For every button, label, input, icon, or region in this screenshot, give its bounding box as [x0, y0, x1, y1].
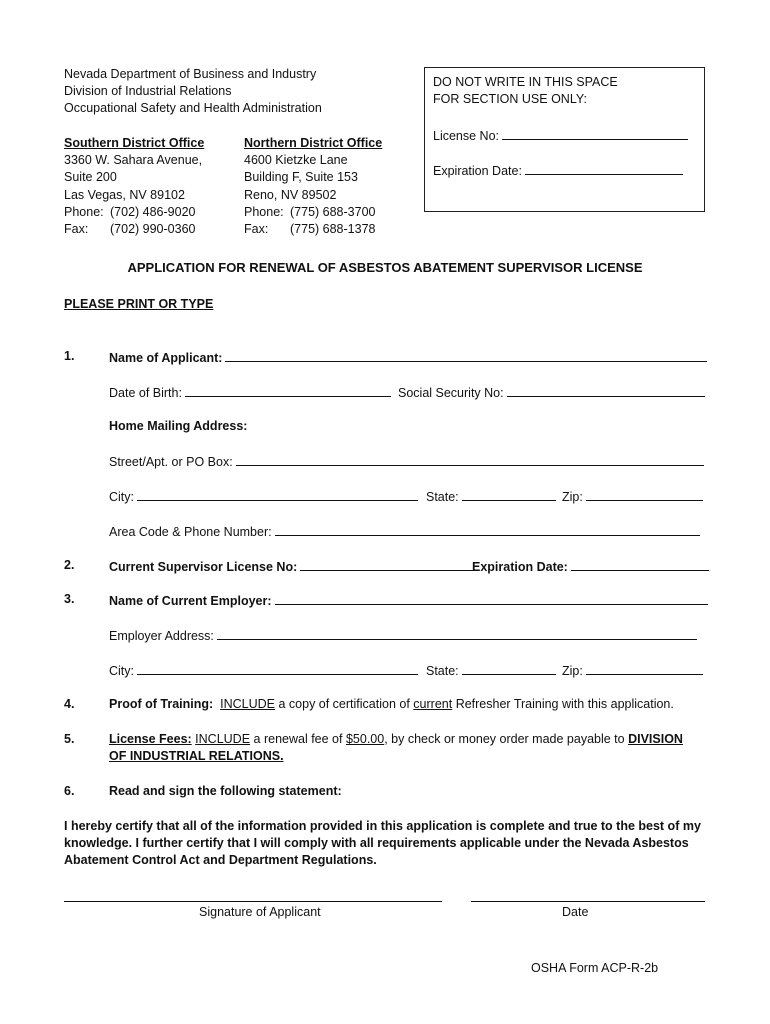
applicant-name-line[interactable] — [225, 349, 707, 362]
proof-of-training-label: Proof of Training: — [109, 697, 214, 711]
state-label: State: — [426, 490, 459, 504]
signature-line[interactable] — [64, 901, 442, 902]
employer-zip-line[interactable] — [586, 662, 703, 675]
street-label: Street/Apt. or PO Box: — [109, 455, 233, 469]
zip-line[interactable] — [586, 488, 703, 501]
fees-include: INCLUDE — [195, 732, 251, 746]
office-use-notice-line2: FOR SECTION USE ONLY: — [433, 92, 587, 106]
northern-office-address2: Building F, Suite 153 — [244, 170, 358, 184]
northern-office-phone: (775) 688-3700 — [290, 205, 376, 219]
home-address-label: Home Mailing Address: — [109, 419, 248, 433]
ssn-field[interactable] — [398, 384, 705, 400]
current-expiration-line[interactable] — [571, 558, 709, 571]
administration-name: Occupational Safety and Health Administration — [64, 101, 322, 115]
city-label: City: — [109, 490, 134, 504]
office-expiration-label: Expiration Date: — [433, 164, 522, 178]
section6-number: 6. — [64, 784, 75, 798]
office-use-notice-line1: DO NOT WRITE IN THIS SPACE — [433, 75, 618, 89]
fees-amount: $50.00 — [345, 732, 385, 746]
dob-field[interactable] — [109, 384, 391, 400]
section1-number: 1. — [64, 349, 75, 363]
fees-payee2: OF INDUSTRIAL RELATIONS. — [109, 749, 284, 763]
dob-line[interactable] — [185, 384, 391, 397]
southern-office-phone-label: Phone: — [64, 205, 104, 219]
current-license-field[interactable] — [109, 558, 478, 574]
certification-line3: Abatement Control Act and Department Regulations. — [64, 853, 377, 867]
proof-text2: Refresher Training with this application. — [455, 697, 674, 711]
proof-include: INCLUDE — [220, 697, 275, 711]
form-number: OSHA Form ACP-R-2b — [531, 961, 659, 975]
proof-of-training-text — [109, 697, 674, 711]
applicant-name-field[interactable] — [109, 349, 707, 365]
fees-text2: , by check or money order made payable to — [384, 732, 625, 746]
current-license-line[interactable] — [300, 558, 478, 571]
phone-label: Area Code & Phone Number: — [109, 525, 272, 539]
employer-zip-label: Zip: — [562, 664, 583, 678]
employer-state-line[interactable] — [462, 662, 556, 675]
current-expiration-field[interactable] — [472, 558, 709, 574]
certification-line1: I hereby certify that all of the information provided in this application is complete and true to the best of my — [64, 819, 701, 833]
zip-label: Zip: — [562, 490, 583, 504]
employer-city-field[interactable] — [109, 662, 418, 678]
southern-office-address2: Suite 200 — [64, 170, 117, 184]
southern-office-phone: (702) 486-9020 — [110, 205, 196, 219]
print-instruction: PLEASE PRINT OR TYPE — [64, 297, 214, 311]
office-expiration-line[interactable] — [525, 162, 683, 175]
license-fees-text — [109, 732, 683, 746]
state-field[interactable] — [426, 488, 556, 504]
employer-address-line[interactable] — [217, 627, 697, 640]
employer-name-line[interactable] — [275, 592, 708, 605]
office-license-field[interactable] — [433, 127, 688, 143]
form-title: APPLICATION FOR RENEWAL OF ASBESTOS ABATEMENT SUPERVISOR LICENSE — [127, 260, 643, 275]
employer-name-label: Name of Current Employer: — [109, 594, 272, 608]
section6-label: Read and sign the following statement: — [109, 784, 342, 798]
northern-office-address1: 4600 Kietzke Lane — [244, 153, 348, 167]
license-fees-label: License Fees: — [109, 732, 192, 746]
southern-office-title: Southern District Office — [64, 136, 205, 150]
employer-address-field[interactable] — [109, 627, 697, 643]
agency-name: Nevada Department of Business and Industry — [64, 67, 317, 81]
employer-address-label: Employer Address: — [109, 629, 214, 643]
northern-office-fax: (775) 688-1378 — [290, 222, 376, 236]
city-field[interactable] — [109, 488, 418, 504]
division-name: Division of Industrial Relations — [64, 84, 232, 98]
employer-state-label: State: — [426, 664, 459, 678]
employer-name-field[interactable] — [109, 592, 708, 608]
zip-field[interactable] — [562, 488, 703, 504]
fees-payee1: DIVISION — [628, 732, 683, 746]
employer-state-field[interactable] — [426, 662, 556, 678]
proof-text1: a copy of certification of — [278, 697, 410, 711]
office-use-box — [424, 67, 705, 212]
employer-city-line[interactable] — [137, 662, 418, 675]
city-line[interactable] — [137, 488, 418, 501]
office-license-line[interactable] — [502, 127, 688, 140]
fees-text1: a renewal fee of — [253, 732, 343, 746]
dob-label: Date of Birth: — [109, 386, 182, 400]
northern-office-title: Northern District Office — [244, 136, 383, 150]
street-field[interactable] — [109, 453, 704, 469]
date-line[interactable] — [471, 901, 705, 902]
section2-number: 2. — [64, 558, 75, 572]
employer-city-label: City: — [109, 664, 134, 678]
ssn-line[interactable] — [507, 384, 705, 397]
northern-office-phone-label: Phone: — [244, 205, 284, 219]
proof-current: current — [413, 697, 453, 711]
section3-number: 3. — [64, 592, 75, 606]
northern-office-fax-label: Fax: — [244, 222, 269, 236]
section5-number: 5. — [64, 732, 75, 746]
southern-office-fax: (702) 990-0360 — [110, 222, 196, 236]
southern-office-city: Las Vegas, NV 89102 — [64, 188, 185, 202]
office-license-label: License No: — [433, 129, 500, 143]
ssn-label: Social Security No: — [398, 386, 504, 400]
state-line[interactable] — [462, 488, 556, 501]
phone-line[interactable] — [275, 523, 700, 536]
southern-office-address1: 3360 W. Sahara Avenue, — [64, 153, 203, 167]
signature-label: Signature of Applicant — [199, 905, 321, 919]
certification-line2: knowledge. I further certify that I will comply with all requirements applicable under the Nevada Asbestos — [64, 836, 689, 850]
date-label: Date — [562, 905, 589, 919]
southern-office-fax-label: Fax: — [64, 222, 89, 236]
street-line[interactable] — [236, 453, 704, 466]
applicant-name-label: Name of Applicant: — [109, 351, 223, 365]
northern-office-city: Reno, NV 89502 — [244, 188, 337, 202]
employer-zip-field[interactable] — [562, 662, 703, 678]
office-expiration-field[interactable] — [433, 162, 683, 178]
section4-number: 4. — [64, 697, 75, 711]
phone-field[interactable] — [109, 523, 700, 539]
current-expiration-label: Expiration Date: — [472, 560, 568, 574]
current-license-label: Current Supervisor License No: — [109, 560, 298, 574]
